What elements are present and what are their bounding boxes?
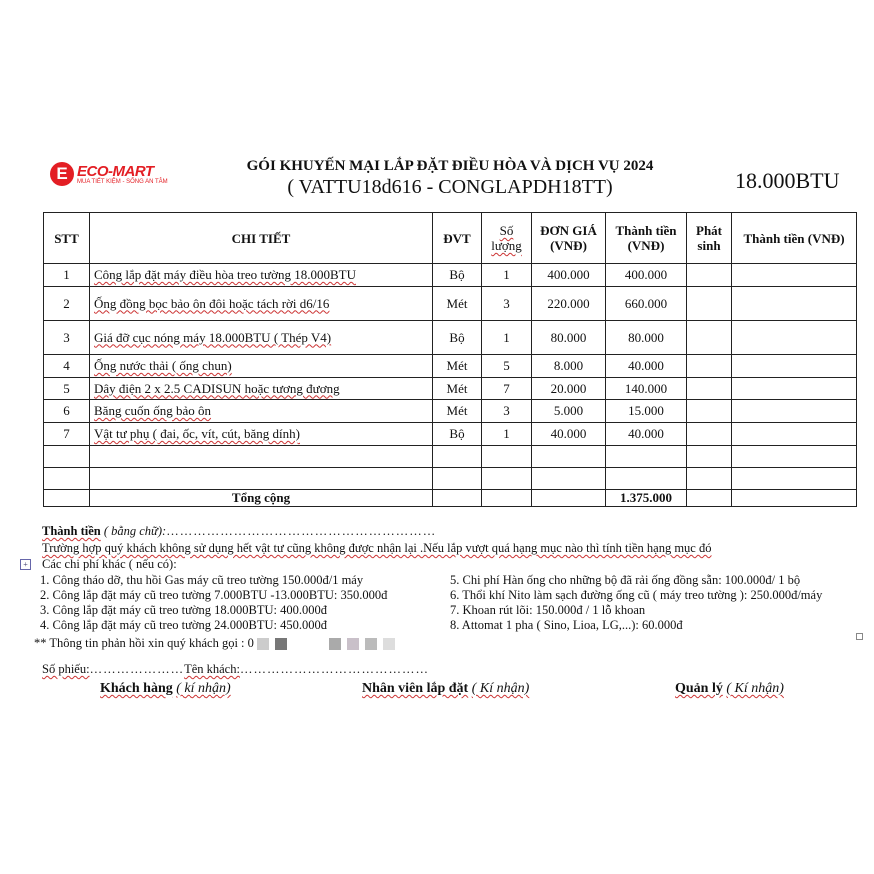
row-detail-text: Vật tư phụ ( đai, ốc, vít, cút, băng dính)	[94, 426, 300, 441]
row-amount: 140.000	[606, 378, 687, 400]
row-amount: 80.000	[606, 321, 687, 355]
row-stt: 7	[44, 423, 90, 446]
row-price: 20.000	[532, 378, 606, 400]
cost-item: 4. Công lắp đặt máy cũ treo tường 24.000BTU: 450.000đ	[40, 618, 327, 632]
document-subtitle: ( VATTU18d616 - CONGLAPDH18TT)	[287, 176, 613, 198]
cost-item: 6. Thổi khí Nito làm sạch đường ống cũ ( máy treo tường ): 250.000đ/máy	[450, 588, 823, 602]
col-header: ĐƠN GIÁ (VNĐ)	[532, 213, 606, 264]
table-row	[44, 400, 857, 423]
row-detail	[90, 378, 433, 400]
row-unit: Mét	[433, 287, 482, 321]
row-stt: 2	[44, 287, 90, 321]
row-qty: 3	[482, 287, 532, 321]
row-detail	[90, 355, 433, 378]
row-stt: 4	[44, 355, 90, 378]
resize-handle-icon[interactable]	[856, 633, 863, 640]
logo-name: ECO-MART	[77, 162, 154, 180]
cost-item: 7. Khoan rút lõi: 150.000đ / 1 lỗ khoan	[450, 603, 646, 617]
signature-manager: Quản lý ( Kí nhận)	[675, 681, 784, 696]
row-detail	[90, 321, 433, 355]
row-price: 40.000	[532, 423, 606, 446]
quote-table	[43, 212, 857, 507]
cost-item: 5. Chi phí Hàn ống cho những bộ đã rải ống đồng sẵn: 100.000đ/ 1 bộ	[450, 573, 801, 587]
ticket-line: Số phiếu:…………………Tên khách:……………………………………	[42, 662, 429, 676]
row-price: 400.000	[532, 264, 606, 287]
row-unit: Mét	[433, 355, 482, 378]
logo-icon: E	[50, 162, 74, 186]
hotline-text: ** Thông tin phản hồi xin quý khách gọi : 0	[34, 636, 254, 650]
row-qty: 1	[482, 264, 532, 287]
capacity-label: 18.000BTU	[735, 168, 840, 193]
signature-customer: Khách hàng ( kí nhận)	[100, 681, 231, 696]
table-row	[44, 264, 857, 287]
col-header: Số lượng	[482, 213, 532, 264]
row-price: 5.000	[532, 400, 606, 423]
row-qty: 3	[482, 400, 532, 423]
hotline-line	[34, 636, 401, 651]
row-detail	[90, 400, 433, 423]
table-move-handle-icon[interactable]: +	[20, 559, 31, 570]
row-unit: Bộ	[433, 321, 482, 355]
table-row	[44, 423, 857, 446]
document-title: GÓI KHUYẾN MẠI LẮP ĐẶT ĐIỀU HÒA VÀ DỊCH VỤ 2024	[246, 158, 654, 174]
row-detail-text: Ống nước thải ( ống chun)	[94, 358, 232, 373]
row-qty: 1	[482, 423, 532, 446]
col-header: ĐVT	[433, 213, 482, 264]
row-unit: Mét	[433, 400, 482, 423]
row-price: 80.000	[532, 321, 606, 355]
eco-mart-logo	[50, 162, 168, 186]
col-header: CHI TIẾT	[90, 213, 433, 264]
col-header: Thành tiền (VNĐ)	[606, 213, 687, 264]
row-unit: Bộ	[433, 264, 482, 287]
amount-words-label: Thành tiền	[42, 524, 101, 538]
row-detail-text: Băng cuốn ống bảo ôn	[94, 403, 211, 418]
other-costs-left	[40, 573, 387, 633]
amount-in-words: Thành tiền ( bằng chữ):……………………………………………………	[42, 524, 437, 538]
total-row	[44, 490, 857, 507]
row-amount: 660.000	[606, 287, 687, 321]
row-qty: 1	[482, 321, 532, 355]
row-amount: 400.000	[606, 264, 687, 287]
other-costs-right	[450, 573, 822, 633]
row-detail	[90, 287, 433, 321]
row-unit: Mét	[433, 378, 482, 400]
col-header: Thành tiền (VNĐ)	[732, 213, 857, 264]
amount-words-hint: ( bằng chữ):	[103, 524, 167, 538]
row-detail-text: Dây điện 2 x 2.5 CADISUN hoặc tương đương	[94, 380, 340, 396]
table-header-row	[44, 213, 857, 264]
row-amount: 40.000	[606, 355, 687, 378]
table-row	[44, 321, 857, 355]
col-header: STT	[44, 213, 90, 264]
col-header: Phát sinh	[687, 213, 732, 264]
logo-tagline: MUA TIẾT KIỆM - SỐNG AN TÂM	[77, 178, 168, 185]
cost-item: 2. Công lắp đặt máy cũ treo tường 7.000BTU -13.000BTU: 350.000đ	[40, 588, 388, 602]
row-qty: 7	[482, 378, 532, 400]
row-amount: 15.000	[606, 400, 687, 423]
row-stt: 1	[44, 264, 90, 287]
other-costs-label: Các chi phí khác ( nếu có):	[42, 557, 177, 571]
row-unit: Bộ	[433, 423, 482, 446]
total-value: 1.375.000	[606, 490, 687, 507]
table-row	[44, 378, 857, 400]
row-price: 220.000	[532, 287, 606, 321]
table-row	[44, 287, 857, 321]
row-detail-text: Giá đỡ cục nóng máy 18.000BTU ( Thép V4)	[94, 329, 332, 345]
row-stt: 5	[44, 378, 90, 400]
row-detail	[90, 264, 433, 287]
total-label: Tổng cộng	[90, 490, 433, 507]
row-qty: 5	[482, 355, 532, 378]
row-detail-text: Ống đồng bọc bảo ôn đôi hoặc tách rời d6/16	[94, 295, 330, 311]
row-stt: 6	[44, 400, 90, 423]
row-amount: 40.000	[606, 423, 687, 446]
row-stt: 3	[44, 321, 90, 355]
cost-item: 8. Attomat 1 pha ( Sino, Lioa, LG,...): 60.000đ	[450, 618, 683, 632]
customer-name-label: Tên khách:	[184, 662, 240, 676]
row-detail-text: Công lắp đặt máy điều hòa treo tường 18.000BTU	[94, 267, 356, 282]
row-detail	[90, 423, 433, 446]
cost-item: 3. Công lắp đặt máy cũ treo tường 18.000BTU: 400.000đ	[40, 603, 327, 617]
cost-item: 1. Công tháo dỡ, thu hồi Gas máy cũ treo tường 150.000đ/1 máy	[40, 573, 364, 587]
signature-installer: Nhân viên lắp đặt ( Kí nhận)	[362, 681, 530, 696]
ticket-label: Số phiếu:	[42, 662, 90, 676]
disclaimer: Trường hợp quý khách không sử dụng hết vật tư cũng không được nhận lại .Nếu lắp vượt quá hạng mục nào thì tính tiền hạng mục đó	[42, 541, 712, 555]
row-price: 8.000	[532, 355, 606, 378]
table-row	[44, 355, 857, 378]
